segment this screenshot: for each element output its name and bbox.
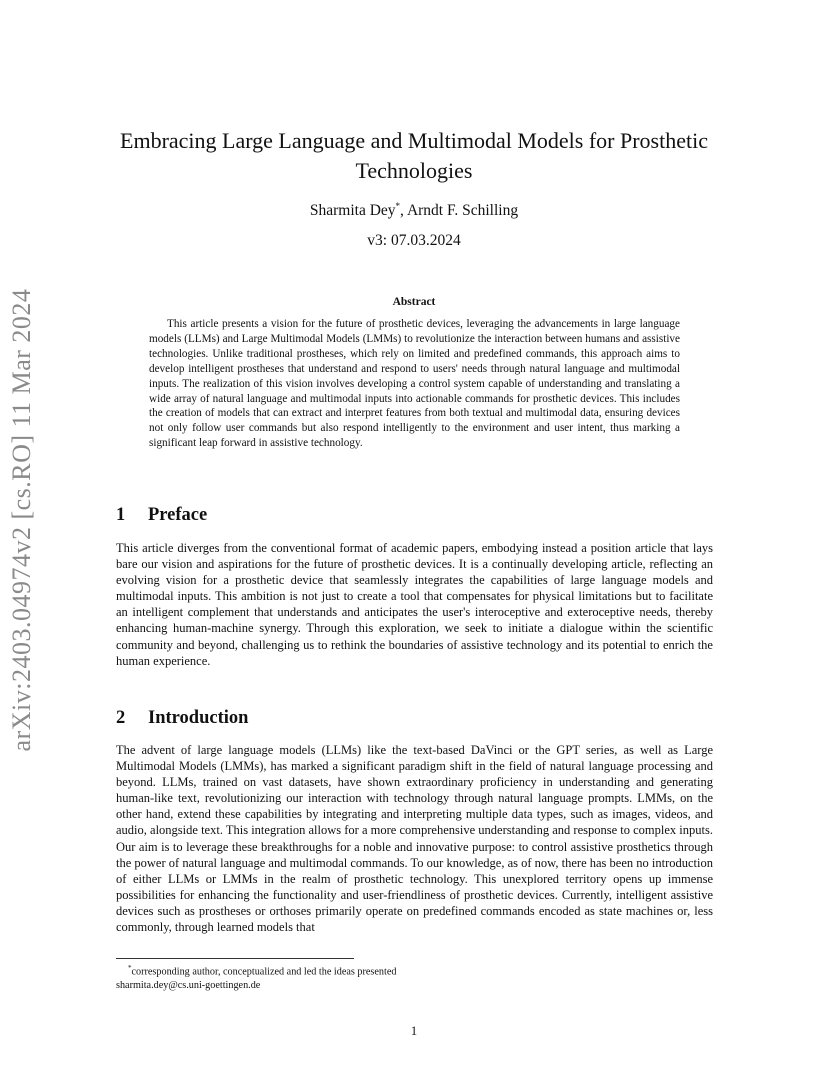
version-date: v3: 07.03.2024 <box>367 232 461 249</box>
author-name: Arndt F. Schilling <box>406 202 519 220</box>
preface-paragraph: This article diverges from the conventional format of academic papers, embodying instead a position article that lays bare our vision and aspirations for the future of prosthetic devices. It is a continually developing article, reflecting an evolving vision for a prosthetic device that seamlessly integrates the capabilities of large language models and multimodal inputs. This ambition is not just to create a tool that compensates for physical limitations but to facilitate an intelligent complement that understands and anticipates the user's interoceptive and exteroceptive needs, thereby enhancing human-machine synergy. Through this exploration, we seek to initiate a dialogue within the scientific community and beyond, challenging us to rethink the boundaries of assistive technology and its potential to enrich the human experience. <box>116 541 713 668</box>
footnote <box>116 962 676 992</box>
section-number: 2 <box>116 708 126 728</box>
page-number: 1 <box>410 1024 418 1038</box>
footnote-email: sharmita.dey@cs.uni-goettingen.de <box>116 979 261 991</box>
section-title: Introduction <box>148 708 249 728</box>
author-separator: , <box>400 202 407 220</box>
abstract-heading: Abstract <box>392 296 436 308</box>
author-list <box>114 201 714 220</box>
abstract-text: This article presents a vision for the future of prosthetic devices, leveraging the advancements in large language models (LLMs) and Large Multimodal Models (LMMs) to revolutionize the interaction between humans and assistive technologies. Unlike traditional prostheses, which rely on limited and predefined commands, this approach aims to develop intelligent prostheses that understand and respond to users' needs through natural language and multimodal inputs. The realization of this vision involves developing a control system capable of understanding and translating a wide array of natural language and multimodal inputs into actionable commands for prosthetic devices. This includes the creation of models that can extract and interpret features from both textual and multimodal data, ensuring devices not only follow user commands but also respond intelligently to the environment and user intent, thus marking a significant leap forward in assistive technology. <box>149 318 680 450</box>
author-name: Sharmita Dey <box>309 202 396 220</box>
footnote-text: corresponding author, conceptualized and led the ideas presented <box>131 966 397 978</box>
arxiv-stamp: arXiv:2403.04974v2 [cs.RO] 11 Mar 2024 <box>7 288 36 752</box>
footnote-mark: * <box>128 964 132 972</box>
footnote-line <box>116 962 676 979</box>
paper-title: Embracing Large Language and Multimodal Models for Prosthetic Technologies <box>120 128 708 183</box>
footnote-mark: * <box>395 201 401 211</box>
footnote-divider <box>116 958 354 959</box>
section-number: 1 <box>116 505 126 525</box>
section-heading-preface <box>116 505 207 526</box>
introduction-paragraph: The advent of large language models (LLMs) like the text-based DaVinci or the GPT series, as well as Large Multimodal Models (LMMs), has marked a significant paradigm shift in the field of natural language processing and beyond. LLMs, trained on vast datasets, have shown extraordinary proficiency in understanding and generating human-like text, revolutionizing our interaction with technology through natural language prompts. LMMs, on the other hand, extend these capabilities by integrating and interpreting multiple data types, such as images, videos, and audio, alongside text. This integration allows for a more comprehensive understanding and response to complex inputs. Our aim is to leverage these breakthroughs for a noble and innovative purpose: to control assistive prosthetics through the power of natural language and multimodal commands. To our knowledge, as of now, there has been no introduction of either LLMs or LMMs in the realm of prosthetic technology. This unexplored territory opens up immense possibilities for enhancing the functionality and user-friendliness of prosthetic devices. Currently, intelligent assistive devices such as prostheses or orthoses primarily operate on predefined commands encoded as state machines or, less commonly, through learned models that <box>116 743 713 935</box>
section-title: Preface <box>148 505 208 525</box>
section-heading-introduction <box>116 708 248 729</box>
